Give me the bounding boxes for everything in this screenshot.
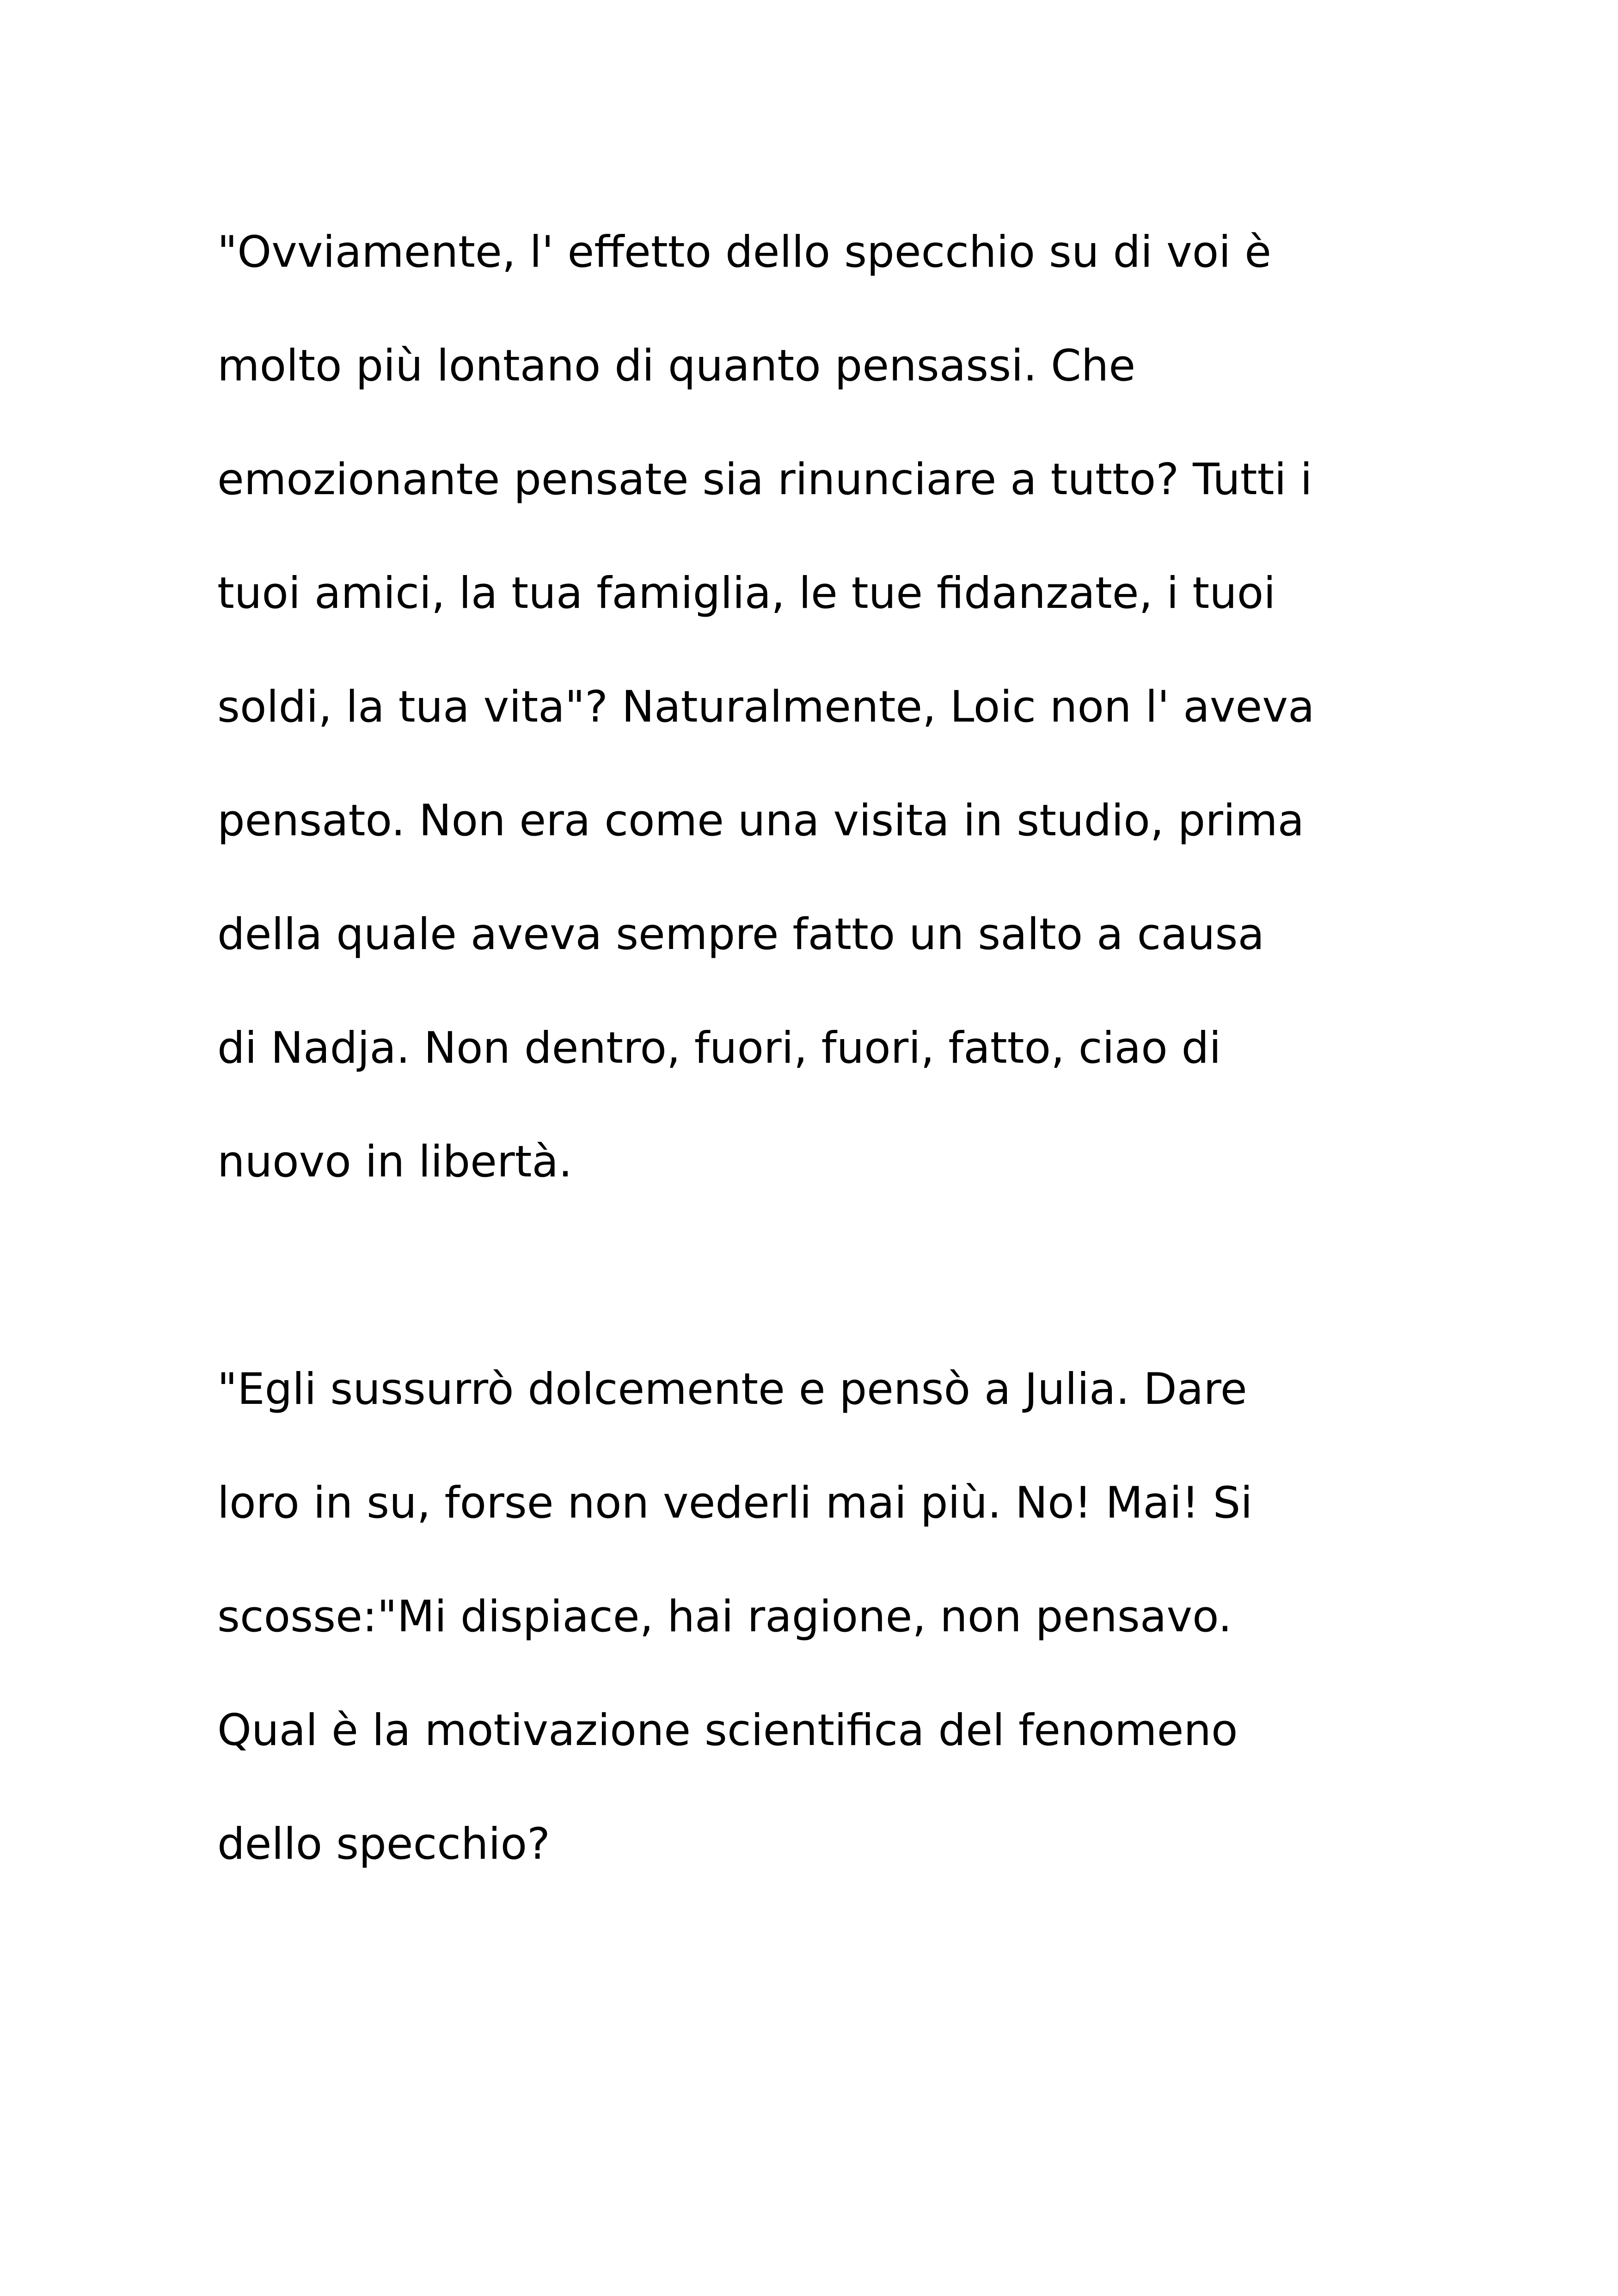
text-line: loro in su, forse non vederli mai più. No! Mai! Si [217, 1478, 1253, 1528]
text-line: soldi, la tua vita"? Naturalmente, Loic non l' aveva [217, 682, 1315, 732]
text-line: emozionante pensate sia rinunciare a tutto? Tutti i [217, 454, 1312, 505]
text-line: tuoi amici, la tua famiglia, le tue fidanzate, i tuoi [217, 568, 1276, 618]
text-line: molto più lontano di quanto pensassi. Che [217, 341, 1136, 391]
text-line: Qual è la motivazione scientifica del fenomeno [217, 1705, 1238, 1756]
text-line: scosse:"Mi dispiace, hai ragione, non pensavo. [217, 1592, 1232, 1642]
text-line: pensato. Non era come una visita in studio, prima [217, 796, 1305, 846]
text-line: nuovo in libertà. [217, 1137, 572, 1187]
text-line: di Nadja. Non dentro, fuori, fuori, fatto, ciao di [217, 1023, 1221, 1073]
text-line: dello specchio? [217, 1819, 551, 1869]
text-line: "Egli sussurrò dolcemente e pensò a Julia. Dare [217, 1364, 1247, 1414]
text-line: "Ovviamente, l' effetto dello specchio su di voi è [217, 227, 1272, 277]
text-line: della quale aveva sempre fatto un salto a causa [217, 909, 1265, 960]
